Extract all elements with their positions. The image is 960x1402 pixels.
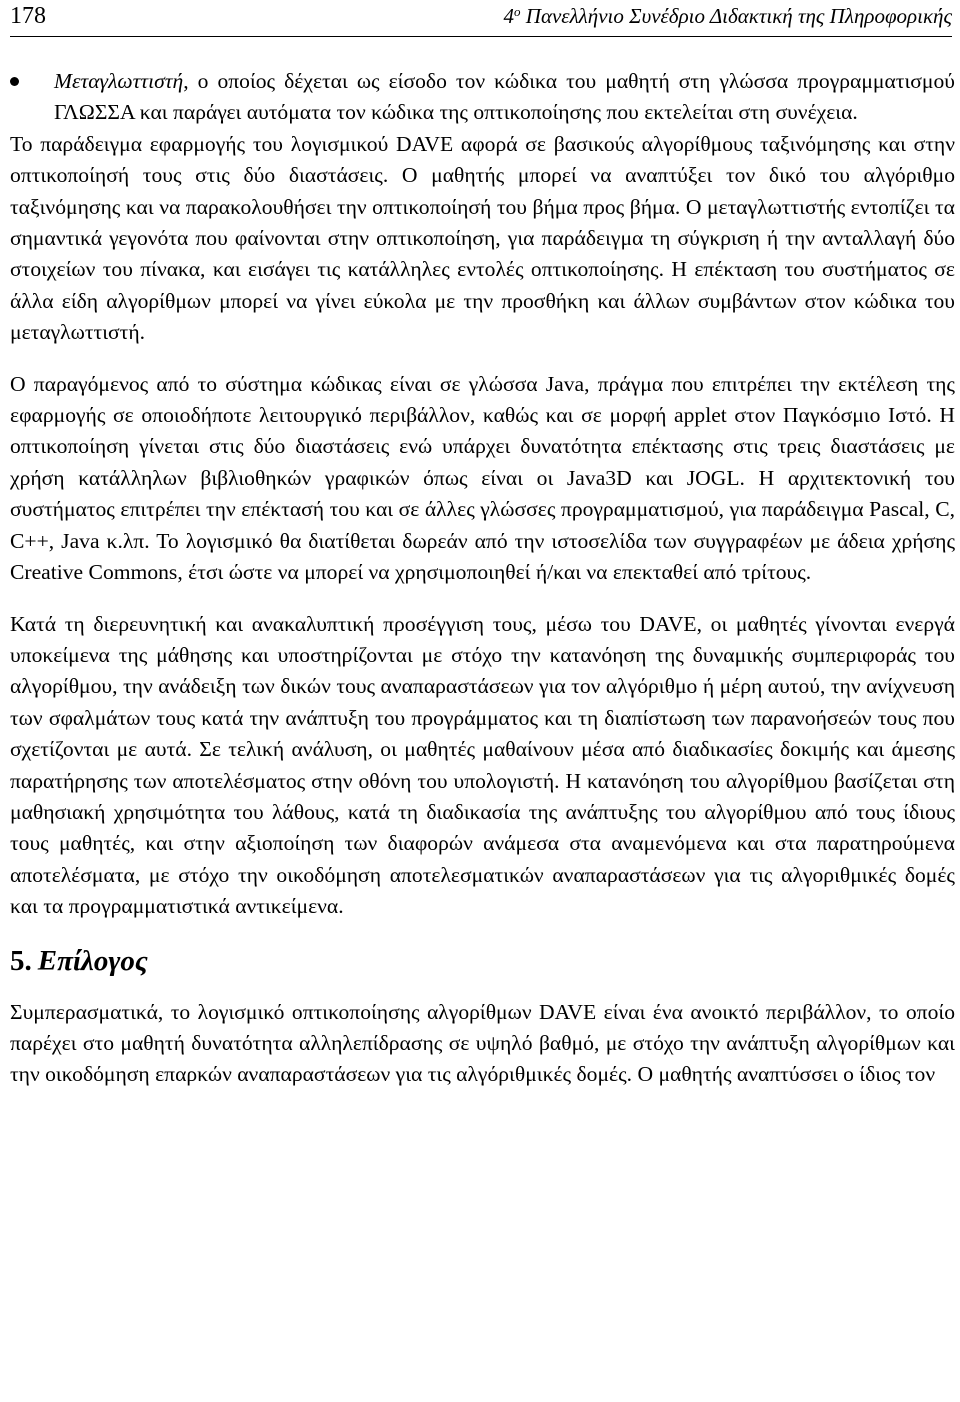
section-heading [10, 943, 955, 979]
bullet-list-item [10, 66, 955, 129]
paragraph-java-code: Ο παραγόμενος από το σύστημα κώδικας είναι σε γλώσσα Java, πράγμα που επιτρέπει την εκτέλεση της εφαρμογής σε οποιοδήποτε λειτουργικό περιβάλλον, καθώς και σε μορφή applet στον Παγκόσμιο Ιστό. Η οπτικοποίηση γίνεται στις δύο διαστάσεις ενώ υπάρχει δυνατότητα επέκτασης στις τρεις διαστάσεις με χρήση κατάλληλων βιβλιοθηκών γραφικών όπως είναι οι Java3D και JOGL. Η αρχιτεκτονική του συστήματος επιτρέπει την επέκτασή του και σε άλλες γλώσσες προγραμματισμού, για παράδειγμα Pascal, C, C++, Java κ.λπ. Το λογισμικό θα διατίθεται δωρεάν από την ιστοσελίδα των συγγραφέων με άδεια χρήσης Creative Commons, έτσι ώστε να μπορεί να χρησιμοποιηθεί ή/και να επεκταθεί από τρίτους. [10, 371, 955, 585]
paragraph-dave-example: Το παράδειγμα εφαρμογής του λογισμικού DAVE αφορά σε βασικούς αλγορίθμους ταξινόμησης και στην οπτικοποίησή τους στις δύο διαστάσεις. Ο μαθητής μπορεί να αναπτύξει τον δικό του αλγόριθμο ταξινόμησης και να παρακολουθήσει την οπτικοποίησή του βήμα προς βήμα. Ο μεταγλωττιστής εντοπίζει τα σημαντικά γεγονότα που φαίνονται στην οπτικοποίηση, για παράδειγμα τη σύγκριση ή την ανταλλαγή δύο στοιχείων του πίνακα, και εισάγει τις κατάλληλες εντολές οπτικοποίησης. Η επέκταση του συστήματος σε άλλα είδη αλγορίθμων μπορεί να γίνει εύκολα με την προσθήκη και άλλων συμβάντων στον κώδικα του μεταγλωττιστή. [10, 131, 955, 345]
page-number: 178 [10, 3, 46, 29]
section-number: 5. [10, 944, 32, 977]
conference-ordinal: 4 [503, 4, 515, 28]
conference-title: Πανελλήνιο Συνέδριο Διδακτική της Πληροφορικής [520, 4, 952, 28]
running-header [10, 0, 952, 37]
bullet-icon [10, 77, 19, 86]
bullet-text: , ο οποίος δέχεται ως είσοδο τον κώδικα του μαθητή στη γλώσσα προγραμματισμού ΓΛΩΣΣΑ και παράγει αυτόματα τον κώδικα της οπτικοποίησης που εκτελείται στη συνέχεια. [54, 69, 955, 125]
conference-ordinal-suffix: ο [514, 4, 521, 19]
bullet-term: Μεταγλωττιστή [54, 69, 184, 93]
running-head-title [504, 2, 952, 30]
body-text [10, 66, 955, 1111]
section-title: Επίλογος [37, 944, 148, 977]
paragraph-learning-approach: Κατά τη διερευνητική και ανακαλυπτική προσέγγιση τους, μέσω του DAVE, οι μαθητές γίνονται ενεργά υποκείμενα της μάθησης και υποστηρίζονται με στόχο την κατανόηση της δυναμικής συμπεριφοράς του αλγορίθμου, την ανάδειξη των δικών τους αναπαραστάσεων για τον αλγόριθμο ή μέρη αυτού, την ανίχνευση των σφαλμάτων τους κατά την ανάπτυξη του προγράμματος και τη διαπίστωση των παρανοήσεών τους που σχετίζονται με αυτά. Σε τελική ανάλυση, οι μαθητές μαθαίνουν μέσα από διαδικασίες δοκιμής και άμεσης παρατήρησης των αποτελέσματος στην οθόνη του υπολογιστή. Η κατανόηση του αλγορίθμου βασίζεται στη μαθησιακή χρησιμότητα του λάθους, κατά τη διαδικασία της ανάπτυξης του αλγορίθμου από τους ίδιους τους μαθητές, και στην αξιοποίηση των διαφορών ανάμεσα στα αναμενόμενα και στα παρατηρούμενα αποτελέσματα, με στόχο την οικοδόμηση αποτελεσματικών αναπαραστάσεων για τις αλγοριθμικές δομές και τα προγραμματιστικά αντικείμενα. [10, 611, 955, 919]
paragraph-conclusion: Συμπερασματικά, το λογισμικό οπτικοποίησης αλγορίθμων DAVE είναι ένα ανοικτό περιβάλλον, το οποίο παρέχει στο μαθητή δυνατότητα αλληλεπίδρασης σε υψηλό βαθμό, με στόχο την ανάπτυξη αλγορίθμων και την οικοδόμηση επαρκών αναπαραστάσεων για τις αλγόριθμικές δομές. Ο μαθητής αναπτύσσει ο ίδιος τον [10, 999, 955, 1087]
